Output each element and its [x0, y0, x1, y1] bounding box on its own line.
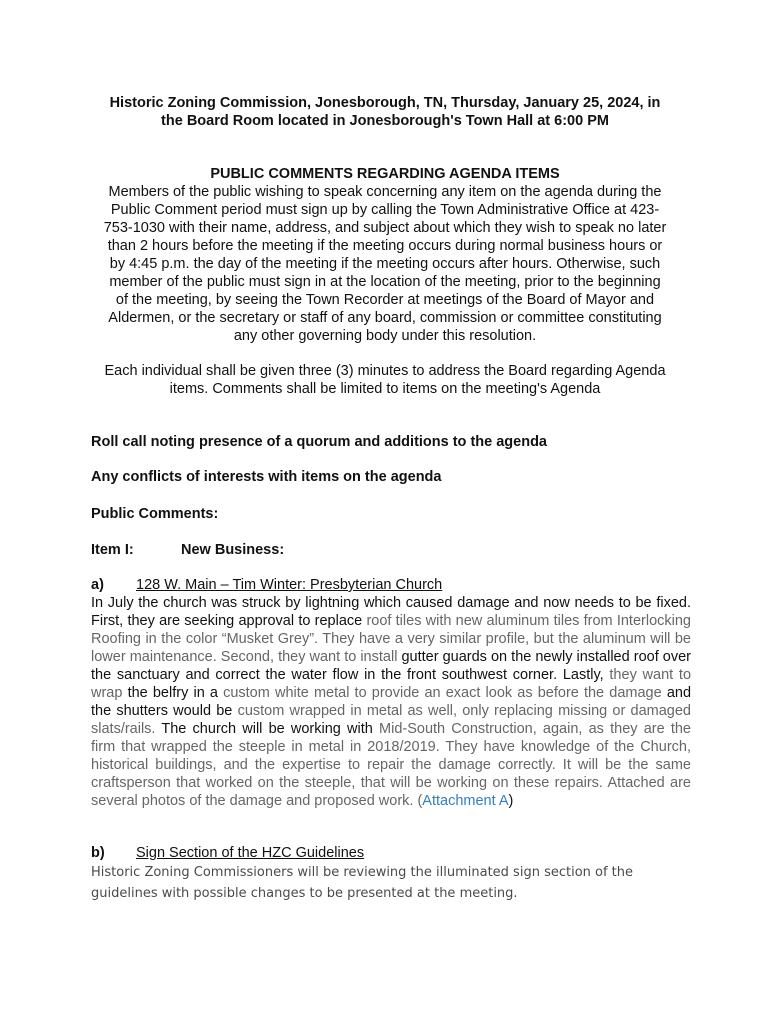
public-comments-line: member of the public must sign in at the location of the meeting, prior to the beginning	[109, 274, 661, 290]
meeting-title-line-2: the Board Room located in Jonesborough's Town Hall at 6:00 PM	[161, 113, 609, 129]
item-a-text: roof tiles with new aluminum tiles from Interlocking Roofing in the color “Musket Grey”. They have a very similar profile, but the aluminum will be lower maintenance. Second, they want to install	[91, 613, 691, 665]
item-a-text: gutter guards on the newly installed roof over the sanctuary and correct the water flow in the front southwest corner. Lastly,	[91, 649, 691, 683]
item-b-description: Historic Zoning Commissioners will be reviewing the illuminated sign section of the guidelines with possible changes to be presented at the meeting.	[91, 865, 634, 901]
public-comments-line: 753-1030 with their name, address, and subject about which they wish to speak no later	[103, 220, 667, 236]
public-comments-line: Public Comment period must sign up by calling the Town Administrative Office at 423-	[110, 202, 660, 218]
item-a-letter: a)	[91, 577, 104, 593]
public-comments-heading: PUBLIC COMMENTS REGARDING AGENDA ITEMS	[210, 166, 560, 182]
public-comments-line: Aldermen, or the secretary or staff of any board, commission or committee constituting	[108, 310, 662, 326]
meeting-title	[60, 94, 710, 130]
item-a-text: The church will be working with	[161, 721, 380, 737]
item-a-text: Mid-South Construction, again, as they are the firm that wrapped the steeple in metal in 2018/2019. They have knowledge of the Church, historical buildings, and the expertise to repair the damage correctly. It will be the same craftsperson that worked on the steeple, that will be working on these repairs. Attached are several photos of the damage and proposed work. (	[91, 721, 691, 809]
item-a-text: )	[508, 793, 514, 809]
meeting-title-line-1: Historic Zoning Commission, Jonesborough, TN, Thursday, January 25, 2024, in	[109, 95, 661, 111]
public-comments-line: any other governing body under this resolution.	[233, 328, 537, 344]
time-limit-paragraph	[88, 362, 682, 398]
item-i-heading	[91, 541, 285, 559]
time-limit-line: items. Comments shall be limited to items on the meeting's Agenda	[169, 381, 601, 397]
public-comments-line: by 4:45 p.m. the day of the meeting if the meeting occurs after hours. Otherwise, such	[109, 256, 661, 272]
conflicts-heading: Any conflicts of interests with items on the agenda	[91, 469, 442, 485]
public-comments-line: than 2 hours before the meeting if the meeting occurs during normal business hours or	[107, 238, 663, 254]
item-a-text: In July the church was struck by lightning which caused damage and now needs to be fixed. First, they are seeking approval to replace	[91, 595, 691, 629]
item-a-text: they want to wrap	[91, 667, 692, 701]
item-a-title: 128 W. Main – Tim Winter: Presbyterian Church	[136, 577, 443, 593]
attachment-a-link[interactable]: Attachment A	[422, 793, 509, 809]
public-comments-label: Public Comments:	[91, 506, 219, 522]
public-comments-line: of the meeting, by seeing the Town Recorder at meetings of the Board of Mayor and	[115, 292, 655, 308]
item-a-text: the belfry in a	[127, 685, 224, 701]
public-comments-paragraph	[88, 183, 682, 345]
item-a-text: and the shutters would be	[91, 685, 692, 719]
item-a-description	[91, 594, 691, 810]
item-b-title: Sign Section of the HZC Guidelines	[136, 845, 365, 861]
item-title: New Business:	[181, 542, 285, 558]
time-limit-line: Each individual shall be given three (3) minutes to address the Board regarding Agenda	[104, 363, 666, 379]
item-a-text: custom wrapped in metal as well, only replacing missing or damaged slats/rails.	[91, 703, 691, 737]
item-b-letter: b)	[91, 845, 105, 861]
public-comments-line: Members of the public wishing to speak concerning any item on the agenda during the	[108, 184, 662, 200]
item-a-text: custom white metal to provide an exact look as before the damage	[223, 685, 667, 701]
item-label: Item I:	[91, 542, 134, 558]
roll-call-heading: Roll call noting presence of a quorum and additions to the agenda	[91, 434, 547, 450]
